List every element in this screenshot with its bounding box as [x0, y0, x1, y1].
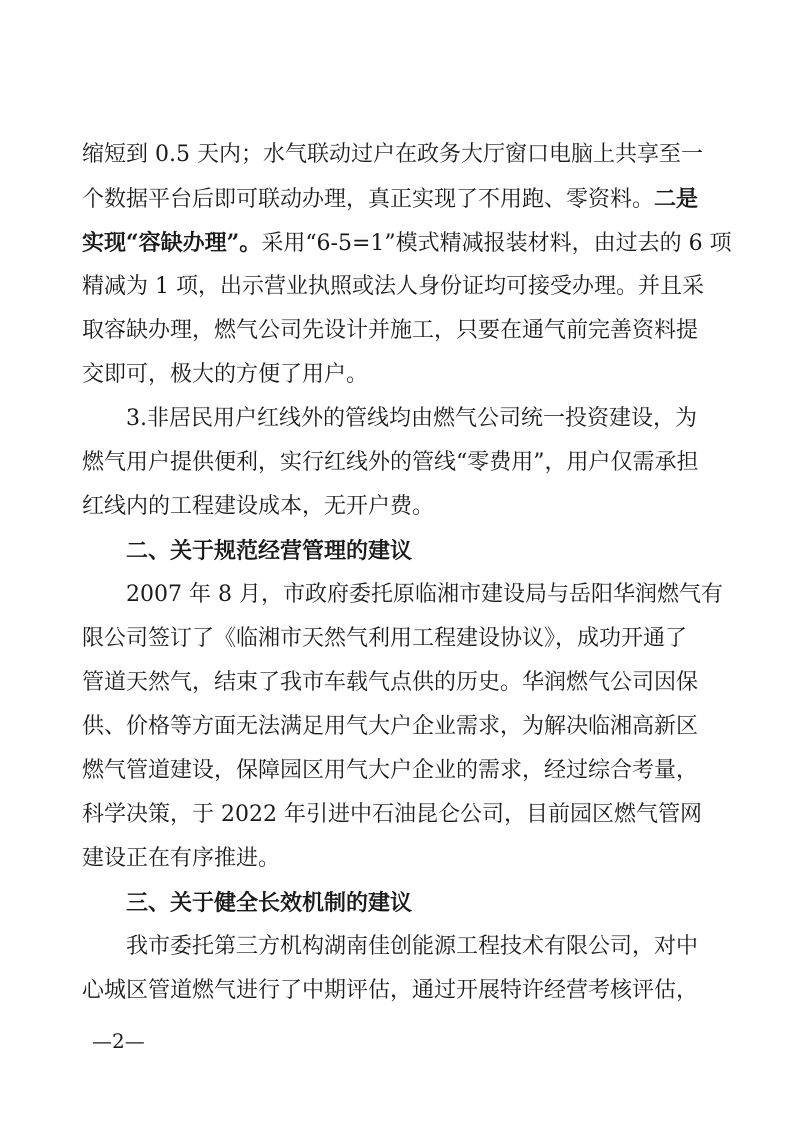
text-line: 实现“容缺办理”。采用“6-5=1”模式精减报装材料，由过去的 6 项 [82, 230, 732, 256]
text-line: 管道天然气，结束了我市车载气点供的历史。华润燃气公司因保 [82, 670, 699, 695]
text-line: 3.非居民用户红线外的管线均由燃气公司统一投资建设，为 [126, 406, 697, 431]
text-line: 交即可，极大的方便了用户。 [82, 362, 369, 387]
text-line: 个数据平台后即可联动办理，真正实现了不用跑、零资料。二是 [82, 186, 699, 212]
text-line: 心城区管道燃气进行了中期评估，通过开展特许经营考核评估， [82, 978, 699, 1003]
text-line: 2007 年 8 月，市政府委托原临湘市建设局与岳阳华润燃气有 [126, 582, 723, 607]
text-line: 科学决策，于 2022 年引进中石油昆仑公司，目前园区燃气管网 [82, 802, 702, 827]
page-number: —2— [92, 1029, 145, 1053]
text-line: 限公司签订了《临湘市天然气利用工程建设协议》，成功开通了 [82, 626, 688, 651]
section-heading: 三、关于健全长效机制的建议 [126, 890, 413, 916]
text-line: 燃气管道建设，保障园区用气大户企业的需求，经过综合考量， [82, 758, 699, 783]
text-line: 红线内的工程建设成本，无开户费。 [82, 494, 435, 519]
text-line: 供、价格等方面无法满足用气大户企业需求，为解决临湘高新区 [82, 714, 699, 739]
section-heading: 二、关于规范经营管理的建议 [126, 538, 413, 564]
text-line: 精减为 1 项，出示营业执照或法人身份证均可接受办理。并且采 [82, 274, 704, 299]
text-line: 取容缺办理，燃气公司先设计并施工，只要在通气前完善资料提 [82, 318, 699, 343]
text-line: 缩短到 0.5 天内；水气联动过户在政务大厅窗口电脑上共享至一 [82, 142, 703, 167]
text-line: 建设正在有序推进。 [82, 846, 281, 871]
text-line: 燃气用户提供便利，实行红线外的管线“零费用”，用户仅需承担 [82, 450, 699, 475]
text-line: 我市委托第三方机构湖南佳创能源工程技术有限公司，对中 [126, 934, 699, 959]
